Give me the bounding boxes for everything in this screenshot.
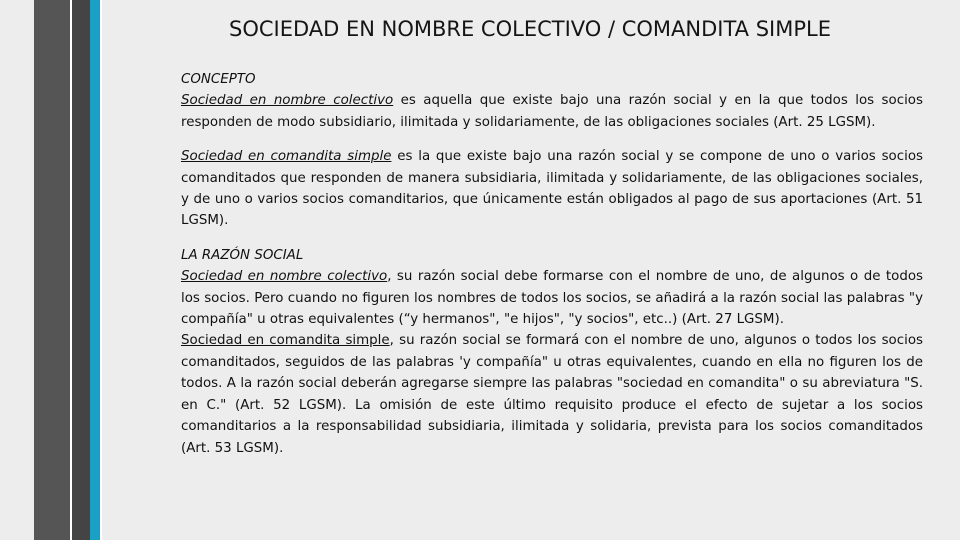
paragraph-razon-comandita (181, 330, 923, 458)
slide-content (181, 69, 923, 459)
decorative-bar-edge (100, 0, 102, 540)
paragraph-text: es aquella que existe bajo una razón social y en la que todos los socios responden de modo subsidiario, ilimitada y solidariamente, de las obligaciones sociales (Art. 25 LGSM). (181, 93, 923, 130)
decorative-bar-accent (90, 0, 100, 540)
term-comandita: Sociedad en comandita simple (181, 149, 392, 165)
paragraph-text: es la que existe bajo una razón social y se compone de uno o varios socios comanditados que responden de manera subsidiaria, ilimitada y solidariamente, de las obligaciones sociales, y de uno o varios socios comanditarios, que únicamente están obligados al pago de sus aportaciones (Art. 51 LGSM). (181, 149, 923, 229)
paragraph-concepto-comandita (181, 146, 923, 232)
slide-title: SOCIEDAD EN NOMBRE COLECTIVO / COMANDITA SIMPLE (228, 17, 831, 41)
decorative-bar-dark (34, 0, 70, 540)
paragraph-text: , su razón social se formará con el nombre de uno, algunos o todos los socios comanditados, seguidos de las palabras 'y compañía" u otras equivalentes, cuando en ella no figuren los de todos. A la razón social deberán agregarse siempre las palabras "sociedad en comandita" o su abreviatura "S. en C." (Art. 52 LGSM). La omisión de este último requisito produce el efecto de sujetar a los socios comanditarios a la responsabilidad subsidiaria, ilimitada y solidaria, prevista para los socios comanditados (Art. 53 LGSM). (181, 333, 923, 456)
spacer (181, 133, 923, 146)
section-heading-concepto: CONCEPTO (181, 72, 256, 87)
term-colectivo: Sociedad en nombre colectivo (181, 93, 394, 109)
decorative-bar-dark-narrow (72, 0, 90, 540)
paragraph-concepto-colectivo (181, 90, 923, 133)
section-heading-razon-social: LA RAZÓN SOCIAL (181, 247, 304, 263)
paragraph-razon-colectivo (181, 266, 923, 330)
term-comandita: Sociedad en comandita simple (181, 333, 390, 349)
paragraph-text: , su razón social debe formarse con el nombre de uno, de algunos o de todos los socios. Pero cuando no figuren los nombres de todos los socios, se añadirá a la razón social las palabras "y compañía" u otras equivalentes (“y hermanos", "e hijos", "y socios", etc..) (Art. 27 LGSM). (181, 269, 923, 328)
term-colectivo: Sociedad en nombre colectivo (181, 269, 388, 285)
spacer (181, 232, 923, 245)
